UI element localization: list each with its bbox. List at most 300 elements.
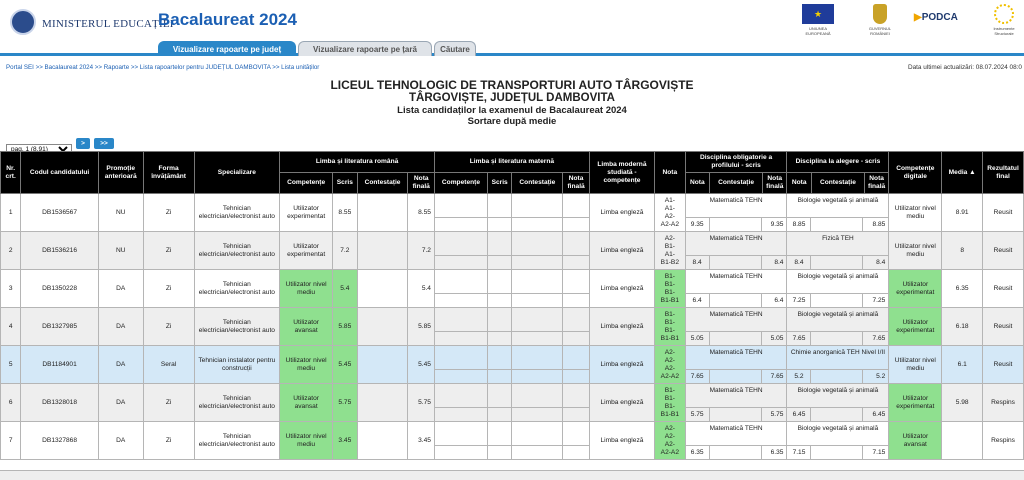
cell-lm-nota: B1- B1- B1- B1-B1 — [655, 308, 686, 346]
cell-subbox — [686, 369, 787, 383]
ip-label: Instrumente Structurale — [993, 26, 1015, 36]
cell-spec: Tehnician electrician/electronist auto — [194, 384, 280, 422]
cell-mat-nf — [563, 384, 590, 422]
cell-mat-comp — [434, 308, 487, 346]
cell-subbox — [488, 369, 511, 383]
cell-alegere — [787, 308, 889, 346]
site-header — [0, 0, 1024, 40]
obl-cont — [710, 218, 762, 231]
cell-rom-scris: 5.4 — [333, 270, 357, 308]
cell-subbox — [563, 217, 589, 231]
cell-mat-scris — [487, 232, 511, 270]
cell-subbox — [488, 407, 511, 421]
al-nf: 6.45 — [872, 411, 886, 418]
al-nf: 7.25 — [872, 297, 886, 304]
cell-subbox — [686, 407, 787, 421]
cell-media: 8.91 — [942, 194, 983, 232]
eu-flag-icon: ★ — [802, 4, 834, 24]
cell-digitale: Utilizator nivel mediu — [889, 194, 942, 232]
cell-code: DB1327868 — [21, 422, 98, 460]
cell-forma: Zi — [143, 384, 194, 422]
col-group-materna: Limba și literatura maternă — [434, 152, 589, 173]
cell-rom-comp: Utilizator nivel mediu — [280, 270, 333, 308]
col-media-sort[interactable]: Media ▲ — [942, 152, 983, 194]
cell-mat-scris — [487, 346, 511, 384]
cell-media: 8 — [942, 232, 983, 270]
cell-subbox — [686, 331, 787, 345]
app-title: Bacalaureat 2024 — [158, 10, 297, 29]
cell-media: 5.98 — [942, 384, 983, 422]
cell-alegere — [787, 232, 889, 270]
cell-subbox — [488, 217, 511, 231]
cell-subbox — [563, 407, 589, 421]
cell-spec: Tehnician electrician/electronist auto — [194, 194, 280, 232]
cell-mat-nf — [563, 270, 590, 308]
cell-rezultat: Respins — [983, 384, 1024, 422]
obl-nota: 6.4 — [686, 294, 710, 307]
obl-nf: 9.35 — [770, 221, 784, 228]
cell-rom-nf: 3.45 — [408, 422, 435, 460]
cell-subbox — [512, 255, 562, 269]
col-mat-nf: Nota finală — [563, 173, 590, 194]
cell-promo: NU — [98, 232, 143, 270]
cell-promo: DA — [98, 346, 143, 384]
al-nota: 8.85 — [787, 218, 811, 231]
tab-country-reports[interactable]: Vizualizare rapoarte pe țară — [298, 41, 432, 56]
cell-rezultat: Reusit — [983, 194, 1024, 232]
cell-spec: Tehnician electrician/electronist auto — [194, 422, 280, 460]
cell-subbox — [686, 255, 787, 269]
col-mat-comp: Competențe — [434, 173, 487, 194]
cell-code: DB1184901 — [21, 346, 98, 384]
cell-lm-nota: B1- B1- B1- B1-B1 — [655, 270, 686, 308]
col-obl-cont: Contestație — [710, 173, 763, 194]
cell-subbox — [512, 293, 562, 307]
cell-rezultat: Respins — [983, 422, 1024, 460]
cell-subbox — [488, 445, 511, 459]
cell-subbox — [435, 331, 487, 345]
obl-nota: 6.35 — [686, 446, 710, 459]
cell-rom-scris: 8.55 — [333, 194, 357, 232]
col-promo: Promoție anterioară — [98, 152, 143, 194]
page-titles — [0, 78, 1024, 127]
obl-cont — [710, 370, 762, 383]
cell-nr: 2 — [1, 232, 21, 270]
cell-subbox — [435, 407, 487, 421]
col-digitale: Competențe digitale — [889, 152, 942, 194]
cell-obligatorie — [685, 270, 787, 308]
cell-alegere — [787, 194, 889, 232]
cell-mat-comp — [434, 270, 487, 308]
col-mat-cont: Contestație — [512, 173, 563, 194]
al-cont — [811, 370, 863, 383]
podca-logo — [914, 12, 958, 23]
cell-promo: DA — [98, 384, 143, 422]
col-rezultat: Rezultatul final — [983, 152, 1024, 194]
alegere-subject: Biologie vegetală și animală — [797, 311, 879, 318]
cell-alegere — [787, 270, 889, 308]
cell-rom-comp: Utilizator nivel mediu — [280, 346, 333, 384]
cell-subbox — [787, 407, 888, 421]
cell-alegere — [787, 384, 889, 422]
cell-mat-cont — [512, 232, 563, 270]
alegere-subject: Biologie vegetală și animală — [797, 197, 879, 204]
tab-county-reports[interactable]: Vizualizare rapoarte pe județ — [158, 41, 296, 56]
table-overflow-edge — [0, 470, 1024, 480]
col-nr: Nr. crt. — [1, 152, 21, 194]
col-limba-moderna: Limba modernă studiată - competențe — [589, 152, 654, 194]
cell-code: DB1536216 — [21, 232, 98, 270]
table-row — [1, 194, 1024, 232]
cell-mat-scris — [487, 270, 511, 308]
cell-code: DB1328018 — [21, 384, 98, 422]
cell-rom-cont — [357, 422, 408, 460]
cell-obligatorie — [685, 384, 787, 422]
cell-limba-moderna: Limba engleză — [589, 384, 654, 422]
cell-subbox — [686, 445, 787, 459]
alegere-subject: Biologie vegetală și animală — [797, 387, 879, 394]
cell-digitale: Utilizator experimentat — [889, 384, 942, 422]
cell-rom-comp: Utilizator avansat — [280, 308, 333, 346]
cell-digitale: Utilizator nivel mediu — [889, 346, 942, 384]
cell-obligatorie — [685, 308, 787, 346]
cell-nr: 3 — [1, 270, 21, 308]
cell-rezultat: Reusit — [983, 346, 1024, 384]
col-rom-cont: Contestație — [357, 173, 408, 194]
cell-code: DB1536567 — [21, 194, 98, 232]
al-nf: 8.85 — [872, 221, 886, 228]
cell-nr: 7 — [1, 422, 21, 460]
cell-subbox — [787, 255, 888, 269]
cell-rom-cont — [357, 346, 408, 384]
cell-digitale: Utilizator experimentat — [889, 270, 942, 308]
col-al-nota: Nota — [787, 173, 811, 194]
school-title: LICEUL TEHNOLOGIC DE TRANSPORTURI AUTO TÂRGOVIȘTE — [330, 78, 694, 92]
cell-mat-cont — [512, 270, 563, 308]
al-nf: 5.2 — [876, 373, 886, 380]
cell-rom-scris: 5.45 — [333, 346, 357, 384]
nav-tabs — [0, 40, 1024, 56]
cell-code: DB1350228 — [21, 270, 98, 308]
col-spec: Specializare — [194, 152, 280, 194]
cell-rom-cont — [357, 384, 408, 422]
cell-mat-comp — [434, 194, 487, 232]
cell-rom-scris: 5.75 — [333, 384, 357, 422]
cell-subbox — [512, 331, 562, 345]
obl-cont — [710, 294, 762, 307]
eu-logo — [800, 4, 836, 36]
cell-limba-moderna: Limba engleză — [589, 308, 654, 346]
candidates-table — [0, 151, 1024, 460]
obl-nota: 5.05 — [686, 332, 710, 345]
col-rom-nf: Nota finală — [408, 173, 435, 194]
cell-subbox — [488, 255, 511, 269]
col-forma: Forma învățământ — [143, 152, 194, 194]
cell-limba-moderna: Limba engleză — [589, 194, 654, 232]
cell-rom-scris: 5.85 — [333, 308, 357, 346]
table-row — [1, 270, 1024, 308]
cell-rom-comp: Utilizator experimentat — [280, 232, 333, 270]
col-rom-comp: Competențe — [280, 173, 333, 194]
cell-subbox — [488, 293, 511, 307]
obligatorie-subject: Matematică TEHN — [709, 311, 763, 318]
cell-rezultat: Reusit — [983, 270, 1024, 308]
cell-subbox — [435, 445, 487, 459]
ministry-name: MINISTERUL EDUCAȚIEI — [42, 18, 174, 30]
cell-mat-cont — [512, 422, 563, 460]
cell-rom-cont — [357, 232, 408, 270]
obl-cont — [710, 256, 762, 269]
al-nota: 6.45 — [787, 408, 811, 421]
cell-forma: Zi — [143, 422, 194, 460]
obl-nota: 7.65 — [686, 370, 710, 383]
cell-alegere — [787, 346, 889, 384]
al-cont — [811, 256, 863, 269]
cell-mat-cont — [512, 346, 563, 384]
gov-label: GUVERNUL ROMÂNIEI — [868, 26, 892, 36]
cell-mat-comp — [434, 384, 487, 422]
obl-nf: 5.05 — [770, 335, 784, 342]
cell-limba-moderna: Limba engleză — [589, 422, 654, 460]
cell-rom-comp: Utilizator avansat — [280, 384, 333, 422]
al-nota: 5.2 — [787, 370, 811, 383]
cell-subbox — [787, 293, 888, 307]
cell-subbox — [686, 217, 787, 231]
al-cont — [811, 218, 863, 231]
cell-alegere — [787, 422, 889, 460]
cell-media: 6.18 — [942, 308, 983, 346]
last-page-button[interactable]: >> — [94, 138, 114, 149]
cell-subbox — [563, 445, 589, 459]
cell-promo: NU — [98, 194, 143, 232]
obl-nf: 6.4 — [774, 297, 784, 304]
next-page-button[interactable]: > — [76, 138, 90, 149]
cell-mat-cont — [512, 384, 563, 422]
obl-nf: 7.65 — [770, 373, 784, 380]
breadcrumb[interactable]: Portal SEI >> Bacalaureat 2024 >> Rapoarte >> Lista rapoartelor pentru JUDEȚUL DAMBOVITA >> Lista unităților — [6, 64, 320, 71]
cell-mat-scris — [487, 308, 511, 346]
cell-nr: 1 — [1, 194, 21, 232]
table-row — [1, 422, 1024, 460]
al-nota: 7.15 — [787, 446, 811, 459]
table-row — [1, 384, 1024, 422]
ip-star-icon — [994, 4, 1014, 24]
cell-spec: Tehnician electrician/electronist auto — [194, 232, 280, 270]
cell-digitale: Utilizator nivel mediu — [889, 232, 942, 270]
cell-subbox — [512, 407, 562, 421]
cell-mat-cont — [512, 194, 563, 232]
cell-spec: Tehnician instalator pentru construcții — [194, 346, 280, 384]
al-nota: 7.65 — [787, 332, 811, 345]
col-obl-nota: Nota — [685, 173, 709, 194]
gov-logo — [862, 4, 898, 36]
table-row — [1, 308, 1024, 346]
obl-cont — [710, 446, 762, 459]
cell-nr: 6 — [1, 384, 21, 422]
cell-rom-cont — [357, 194, 408, 232]
cell-obligatorie — [685, 232, 787, 270]
cell-subbox — [787, 445, 888, 459]
list-title: Lista candidaților la examenul de Bacalaureat 2024 — [397, 105, 627, 116]
cell-rom-nf: 7.2 — [408, 232, 435, 270]
obligatorie-subject: Matematică TEHN — [709, 197, 763, 204]
location-title: TÂRGOVIȘTE, JUDEȚUL DAMBOVITA — [409, 92, 615, 104]
cell-promo: DA — [98, 308, 143, 346]
gov-crest-icon — [873, 4, 887, 24]
table-row — [1, 232, 1024, 270]
cell-rom-nf: 5.85 — [408, 308, 435, 346]
cell-nr: 5 — [1, 346, 21, 384]
col-group-obligatorie: Disciplina obligatorie a profilului - scris — [685, 152, 787, 173]
al-cont — [811, 332, 863, 345]
cell-subbox — [787, 217, 888, 231]
cell-obligatorie — [685, 194, 787, 232]
cell-lm-nota: A1- A1- A2- A2-A2 — [655, 194, 686, 232]
cell-mat-nf — [563, 346, 590, 384]
cell-mat-comp — [434, 422, 487, 460]
cell-lm-nota: B1- B1- B1- B1-B1 — [655, 384, 686, 422]
col-rom-scris: Scris — [333, 173, 357, 194]
cell-subbox — [488, 331, 511, 345]
cell-rezultat: Reusit — [983, 232, 1024, 270]
obligatorie-subject: Matematică TEHN — [709, 349, 763, 356]
last-update: Data ultimei actualizări: 08.07.2024 08:0 — [907, 64, 1022, 71]
cell-lm-nota: A2- A2- A2- A2-A2 — [655, 346, 686, 384]
cell-mat-scris — [487, 422, 511, 460]
tab-search[interactable]: Căutare — [434, 41, 476, 56]
cell-subbox — [563, 369, 589, 383]
cell-media: 6.35 — [942, 270, 983, 308]
cell-obligatorie — [685, 422, 787, 460]
cell-subbox — [787, 331, 888, 345]
cell-mat-comp — [434, 232, 487, 270]
cell-rom-comp: Utilizator experimentat — [280, 194, 333, 232]
alegere-subject: Chimie anorganică TEH Nivel I/II — [790, 349, 885, 356]
obl-cont — [710, 408, 762, 421]
obl-nota: 9.35 — [686, 218, 710, 231]
cell-rom-comp: Utilizator nivel mediu — [280, 422, 333, 460]
col-al-nf: Nota finală — [864, 173, 888, 194]
cell-mat-nf — [563, 194, 590, 232]
cell-forma: Zi — [143, 308, 194, 346]
obl-nota: 5.75 — [686, 408, 710, 421]
cell-mat-scris — [487, 384, 511, 422]
cell-subbox — [512, 217, 562, 231]
cell-mat-nf — [563, 232, 590, 270]
cell-subbox — [512, 445, 562, 459]
eu-label: UNIUNEA EUROPEANĂ — [805, 26, 831, 36]
col-mat-scris: Scris — [487, 173, 511, 194]
cell-spec: Tehnician electrician/electronist auto — [194, 270, 280, 308]
cell-mat-nf — [563, 308, 590, 346]
alegere-subject: Fizică TEH — [822, 235, 854, 242]
ip-logo — [984, 4, 1024, 36]
al-nf: 7.65 — [872, 335, 886, 342]
cell-subbox — [563, 293, 589, 307]
al-cont — [811, 294, 863, 307]
col-al-cont: Contestație — [811, 173, 864, 194]
cell-subbox — [686, 293, 787, 307]
alegere-subject: Biologie vegetală și animală — [797, 425, 879, 432]
cell-subbox — [787, 369, 888, 383]
cell-limba-moderna: Limba engleză — [589, 346, 654, 384]
cell-subbox — [435, 369, 487, 383]
cell-forma: Zi — [143, 232, 194, 270]
obligatorie-subject: Matematică TEHN — [709, 273, 763, 280]
cell-digitale: Utilizator experimentat — [889, 308, 942, 346]
obl-cont — [710, 332, 762, 345]
cell-subbox — [435, 217, 487, 231]
obl-nf: 8.4 — [774, 259, 784, 266]
cell-forma: Zi — [143, 194, 194, 232]
cell-mat-nf — [563, 422, 590, 460]
ministry-logo-icon — [10, 9, 36, 35]
cell-subbox — [435, 255, 487, 269]
cell-media — [942, 422, 983, 460]
cell-rom-nf: 5.4 — [408, 270, 435, 308]
cell-subbox — [435, 293, 487, 307]
cell-subbox — [563, 255, 589, 269]
pager — [6, 138, 108, 149]
cell-spec: Tehnician electrician/electronist auto — [194, 308, 280, 346]
col-group-alegere: Disciplina la alegere - scris — [787, 152, 889, 173]
cell-limba-moderna: Limba engleză — [589, 232, 654, 270]
alegere-subject: Biologie vegetală și animală — [797, 273, 879, 280]
cell-rom-scris: 3.45 — [333, 422, 357, 460]
table-row — [1, 346, 1024, 384]
cell-forma: Seral — [143, 346, 194, 384]
podca-label: PODCA — [921, 12, 958, 23]
cell-rom-cont — [357, 270, 408, 308]
cell-rezultat: Reusit — [983, 308, 1024, 346]
cell-rom-nf: 5.45 — [408, 346, 435, 384]
col-group-romana: Limba și literatura română — [280, 152, 435, 173]
cell-mat-scris — [487, 194, 511, 232]
cell-lm-nota: A2- A2- A2- A2-A2 — [655, 422, 686, 460]
col-nota: Nota — [655, 152, 686, 194]
col-obl-nf: Nota finală — [763, 173, 787, 194]
cell-lm-nota: A2- B1- A1- B1-B2 — [655, 232, 686, 270]
al-nota: 8.4 — [787, 256, 811, 269]
cell-nr: 4 — [1, 308, 21, 346]
cell-obligatorie — [685, 346, 787, 384]
sort-title: Sortare după medie — [467, 116, 557, 127]
cell-code: DB1327985 — [21, 308, 98, 346]
cell-subbox — [512, 369, 562, 383]
al-nf: 7.15 — [872, 449, 886, 456]
cell-promo: DA — [98, 422, 143, 460]
al-cont — [811, 446, 863, 459]
cell-subbox — [563, 331, 589, 345]
obl-nf: 5.75 — [770, 411, 784, 418]
cell-limba-moderna: Limba engleză — [589, 270, 654, 308]
al-cont — [811, 408, 863, 421]
cell-digitale: Utilizator avansat — [889, 422, 942, 460]
al-nota: 7.25 — [787, 294, 811, 307]
cell-rom-nf: 8.55 — [408, 194, 435, 232]
al-nf: 8.4 — [876, 259, 886, 266]
cell-rom-cont — [357, 308, 408, 346]
cell-mat-comp — [434, 346, 487, 384]
obligatorie-subject: Matematică TEHN — [709, 425, 763, 432]
obligatorie-subject: Matematică TEHN — [709, 387, 763, 394]
cell-rom-nf: 5.75 — [408, 384, 435, 422]
podca-mark-icon: ▶ — [914, 12, 922, 23]
cell-promo: DA — [98, 270, 143, 308]
cell-forma: Zi — [143, 270, 194, 308]
obl-nota: 8.4 — [686, 256, 710, 269]
cell-mat-cont — [512, 308, 563, 346]
